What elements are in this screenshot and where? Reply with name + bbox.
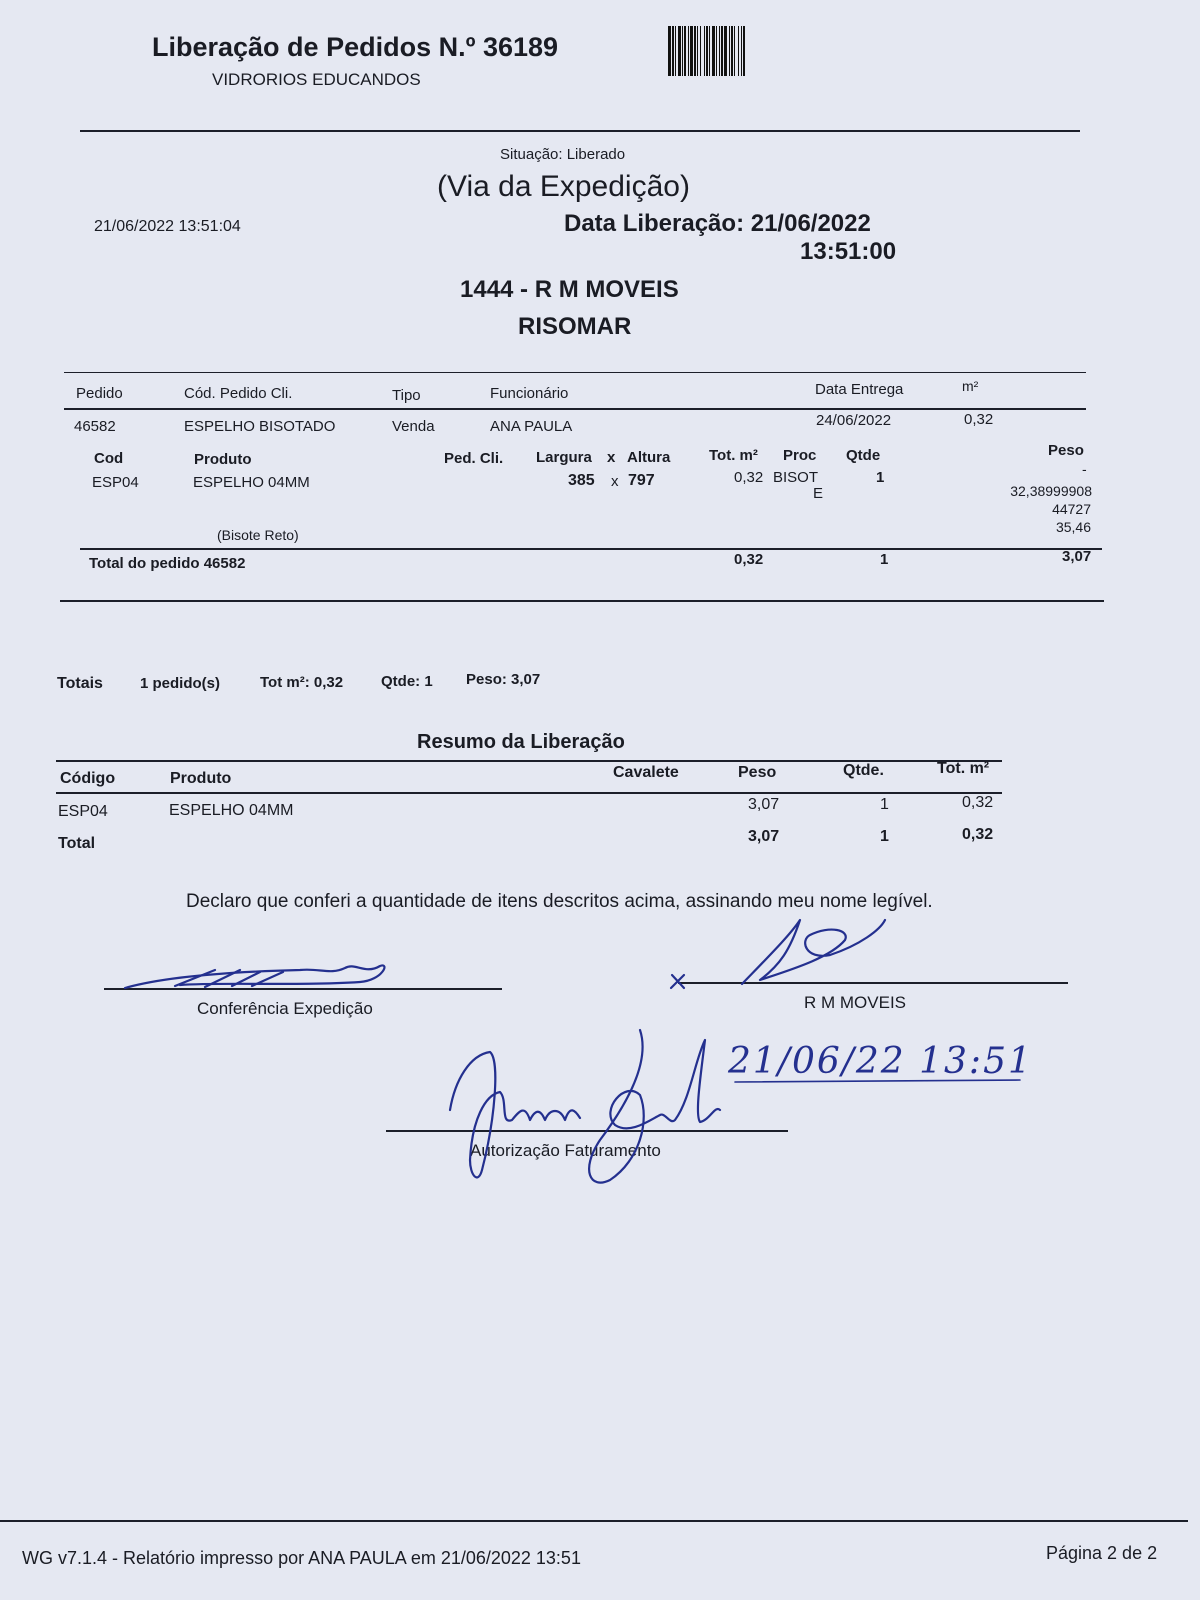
summary-row-peso: 3,07 xyxy=(748,796,780,813)
order-pedido: 46582 xyxy=(74,418,116,435)
order-total-qtde: 1 xyxy=(880,551,889,568)
order-total-m2: 0,32 xyxy=(734,551,764,568)
summary-total-label: Total xyxy=(58,835,96,852)
summary-header-tot-m2: Tot. m² xyxy=(937,760,990,777)
handwritten-name xyxy=(550,1086,555,1087)
item-header-qtde: Qtde xyxy=(846,447,881,464)
order-tipo: Venda xyxy=(392,418,435,435)
item-cod: ESP04 xyxy=(92,474,139,491)
summary-header-codigo: Código xyxy=(60,770,116,787)
signature-label-autorizacao: Autorização Faturamento xyxy=(470,1141,661,1160)
totals-tot-m2: Tot m²: 0,32 xyxy=(260,674,344,691)
client-alias: RISOMAR xyxy=(518,313,632,340)
signature-label-conferencia: Conferência Expedição xyxy=(197,999,373,1018)
order-m2: 0,32 xyxy=(964,411,994,428)
signature-scribble-cliente xyxy=(742,920,885,984)
item-header-proc: Proc xyxy=(783,447,817,464)
item-altura: 797 xyxy=(628,472,655,489)
footer-printed-by: WG v7.1.4 - Relatório impresso por ANA PAULA em 21/06/2022 13:51 xyxy=(22,1548,581,1568)
signature-label-cliente: R M MOVEIS xyxy=(804,993,907,1012)
item-peso-line2: 44727 xyxy=(1052,501,1091,517)
col-header-funcionario: Funcionário xyxy=(490,385,569,402)
release-time: 13:51:00 xyxy=(800,238,897,265)
item-peso-dash: - xyxy=(1082,461,1087,477)
summary-total-tot-m2: 0,32 xyxy=(962,826,994,843)
summary-row-qtde: 1 xyxy=(880,796,889,813)
item-note: (Bisote Reto) xyxy=(217,527,299,543)
handwritten-date: 21/06/22 13:51 xyxy=(728,1041,1033,1082)
summary-header-peso: Peso xyxy=(738,764,777,781)
item-header-largura: Largura xyxy=(536,449,592,466)
footer-divider xyxy=(0,1520,1188,1522)
item-largura: 385 xyxy=(568,472,595,489)
item-peso-line3: 35,46 xyxy=(1055,519,1091,535)
item-header-cod: Cod xyxy=(94,450,124,467)
order-data-entrega: 24/06/2022 xyxy=(816,412,892,429)
page-number: Página 2 de 2 xyxy=(1046,1543,1158,1563)
summary-title: Resumo da Liberação xyxy=(417,731,625,753)
summary-header-cavalete: Cavalete xyxy=(613,764,679,781)
item-produto: ESPELHO 04MM xyxy=(193,474,310,491)
item-tot-m2: 0,32 xyxy=(734,469,764,486)
col-header-data-entrega: Data Entrega xyxy=(815,381,904,398)
col-header-cod-pedido-cli: Cód. Pedido Cli. xyxy=(184,385,293,402)
company-name: VIDRORIOS EDUCANDOS xyxy=(212,70,421,89)
release-date: Data Liberação: 21/06/2022 xyxy=(564,210,871,237)
item-header-altura: Altura xyxy=(627,449,671,466)
order-funcionario: ANA PAULA xyxy=(490,418,573,435)
order-total-label: Total do pedido 46582 xyxy=(89,555,246,572)
col-header-tipo: Tipo xyxy=(392,387,421,404)
summary-row-codigo: ESP04 xyxy=(58,803,108,820)
summary-header-produto: Produto xyxy=(170,770,232,787)
totals-peso: Peso: 3,07 xyxy=(466,671,541,688)
printed-at: 21/06/2022 13:51:04 xyxy=(94,218,241,235)
totals-qtde: Qtde: 1 xyxy=(381,673,433,690)
col-header-pedido: Pedido xyxy=(76,385,123,402)
item-header-tot-m2: Tot. m² xyxy=(709,447,758,464)
summary-row-produto: ESPELHO 04MM xyxy=(169,802,294,819)
summary-total-qtde: 1 xyxy=(880,828,889,845)
item-proc: BISOT xyxy=(773,469,819,486)
col-header-m2: m² xyxy=(962,378,979,394)
item-header-ped-cli: Ped. Cli. xyxy=(444,450,504,467)
item-x: x xyxy=(611,473,619,490)
signature-scribble-autorizacao xyxy=(450,1052,580,1177)
item-qtde: 1 xyxy=(876,469,885,486)
item-peso-line1: 32,38999908 xyxy=(1010,483,1092,499)
status-label: Situação: Liberado xyxy=(500,146,626,163)
via-label: (Via da Expedição) xyxy=(437,170,690,203)
declaration-text: Declaro que conferi a quantidade de itens descritos acima, assinando meu nome legível. xyxy=(186,891,933,912)
totals-label: Totais xyxy=(57,675,103,692)
summary-total-peso: 3,07 xyxy=(748,828,780,845)
signature-scribble-autorizacao xyxy=(589,1030,720,1183)
client-name: 1444 - R M MOVEIS xyxy=(460,276,679,303)
item-proc-cont: E xyxy=(813,485,824,502)
order-cod-pedido-cli: ESPELHO BISOTADO xyxy=(184,418,336,435)
summary-row-tot-m2: 0,32 xyxy=(962,794,994,811)
item-header-peso: Peso xyxy=(1048,442,1084,459)
order-total-peso: 3,07 xyxy=(1062,548,1092,565)
totals-pedidos: 1 pedido(s) xyxy=(140,675,221,692)
report-title: Liberação de Pedidos N.º 36189 xyxy=(152,32,559,62)
signature-scribble-cliente xyxy=(671,975,684,988)
item-header-produto: Produto xyxy=(194,451,252,468)
item-header-x: x xyxy=(607,449,616,466)
summary-header-qtde: Qtde. xyxy=(843,762,884,779)
